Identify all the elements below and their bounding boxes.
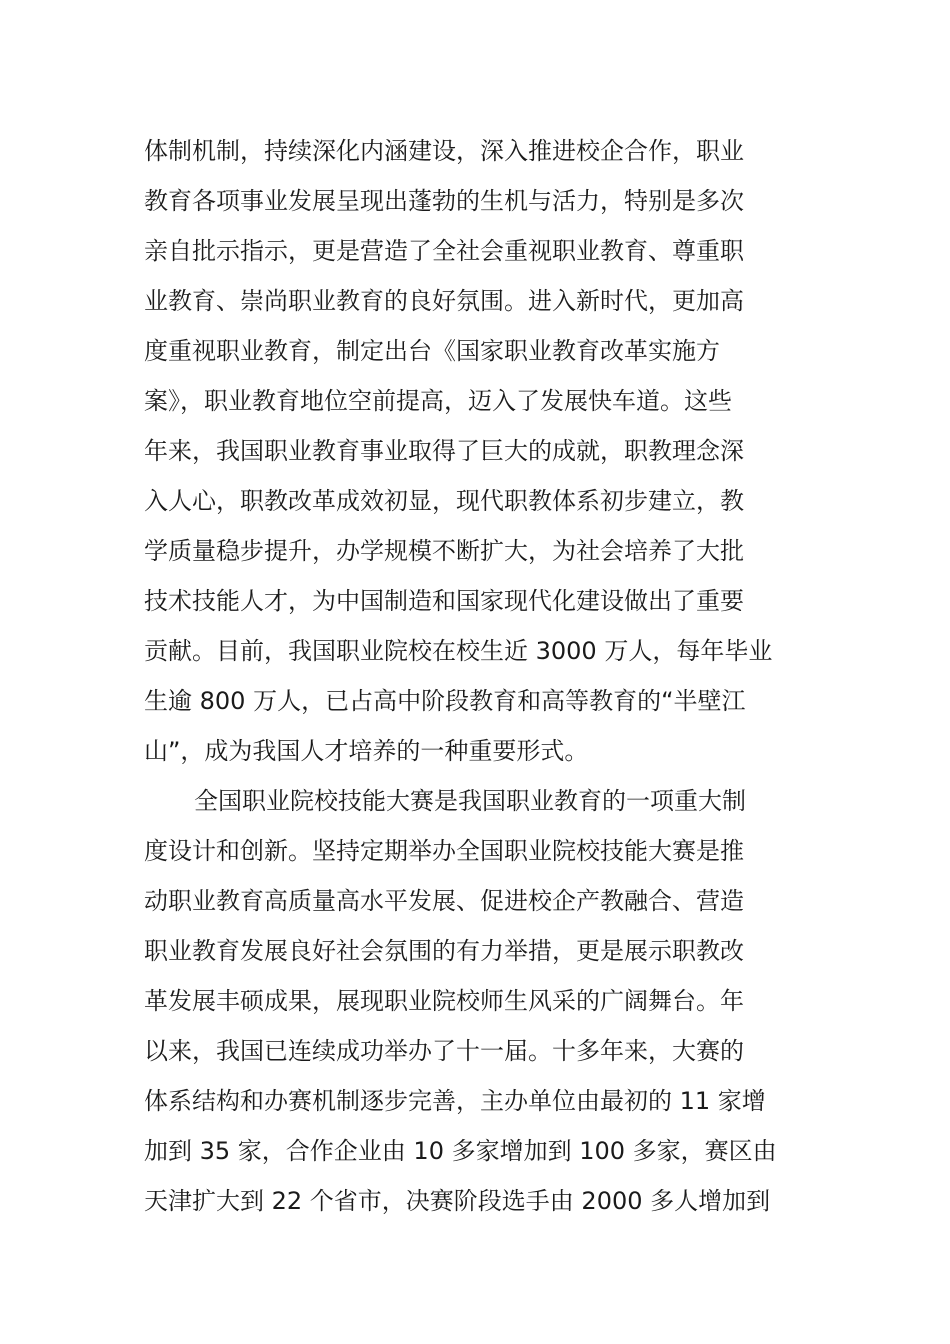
text-line: 案》，职业教育地位空前提高，迈入了发展快车道。这些 xyxy=(144,387,732,415)
text-line: 技术技能人才，为中国制造和国家现代化建设做出了重要 xyxy=(144,587,744,615)
text-line: 山”，成为我国人才培养的一种重要形式。 xyxy=(144,737,589,765)
text-line: 体制机制，持续深化内涵建设，深入推进校企合作，职业 xyxy=(144,137,744,165)
text-line: 生逾 800 万人，已占高中阶段教育和高等教育的“半壁江 xyxy=(144,687,746,715)
text-line: 以来，我国已连续成功举办了十一届。十多年来，大赛的 xyxy=(144,1037,744,1065)
text-line: 体系结构和办赛机制逐步完善，主办单位由最初的 11 家增 xyxy=(144,1087,766,1115)
text-line: 教育各项事业发展呈现出蓬勃的生机与活力，特别是多次 xyxy=(144,187,744,215)
text-line: 业教育、崇尚职业教育的良好氛围。进入新时代，更加高 xyxy=(144,287,744,315)
text-line: 贡献。目前，我国职业院校在校生近 3000 万人，每年毕业 xyxy=(144,637,773,665)
text-line: 学质量稳步提升，办学规模不断扩大，为社会培养了大批 xyxy=(144,537,744,565)
text-line: 加到 35 家，合作企业由 10 多家增加到 100 多家，赛区由 xyxy=(144,1137,777,1165)
text-line: 度重视职业教育，制定出台《国家职业教育改革实施方 xyxy=(144,337,720,365)
text-line: 职业教育发展良好社会氛围的有力举措，更是展示职教改 xyxy=(144,937,744,965)
text-line: 亲自批示指示，更是营造了全社会重视职业教育、尊重职 xyxy=(144,237,744,265)
text-line: 年来，我国职业教育事业取得了巨大的成就，职教理念深 xyxy=(144,437,744,465)
text-line: 入人心，职教改革成效初显，现代职教体系初步建立，教 xyxy=(144,487,744,515)
text-line: 革发展丰硕成果，展现职业院校师生风采的广阔舞台。年 xyxy=(144,987,744,1015)
text-line: 天津扩大到 22 个省市，决赛阶段选手由 2000 多人增加到 xyxy=(144,1187,771,1215)
text-line: 动职业教育高质量高水平发展、促进校企产教融合、营造 xyxy=(144,887,744,915)
body-text xyxy=(144,126,824,1226)
text-line: 度设计和创新。坚持定期举办全国职业院校技能大赛是推 xyxy=(144,837,744,865)
paragraph-start-line: 全国职业院校技能大赛是我国职业教育的一项重大制 xyxy=(194,787,746,815)
